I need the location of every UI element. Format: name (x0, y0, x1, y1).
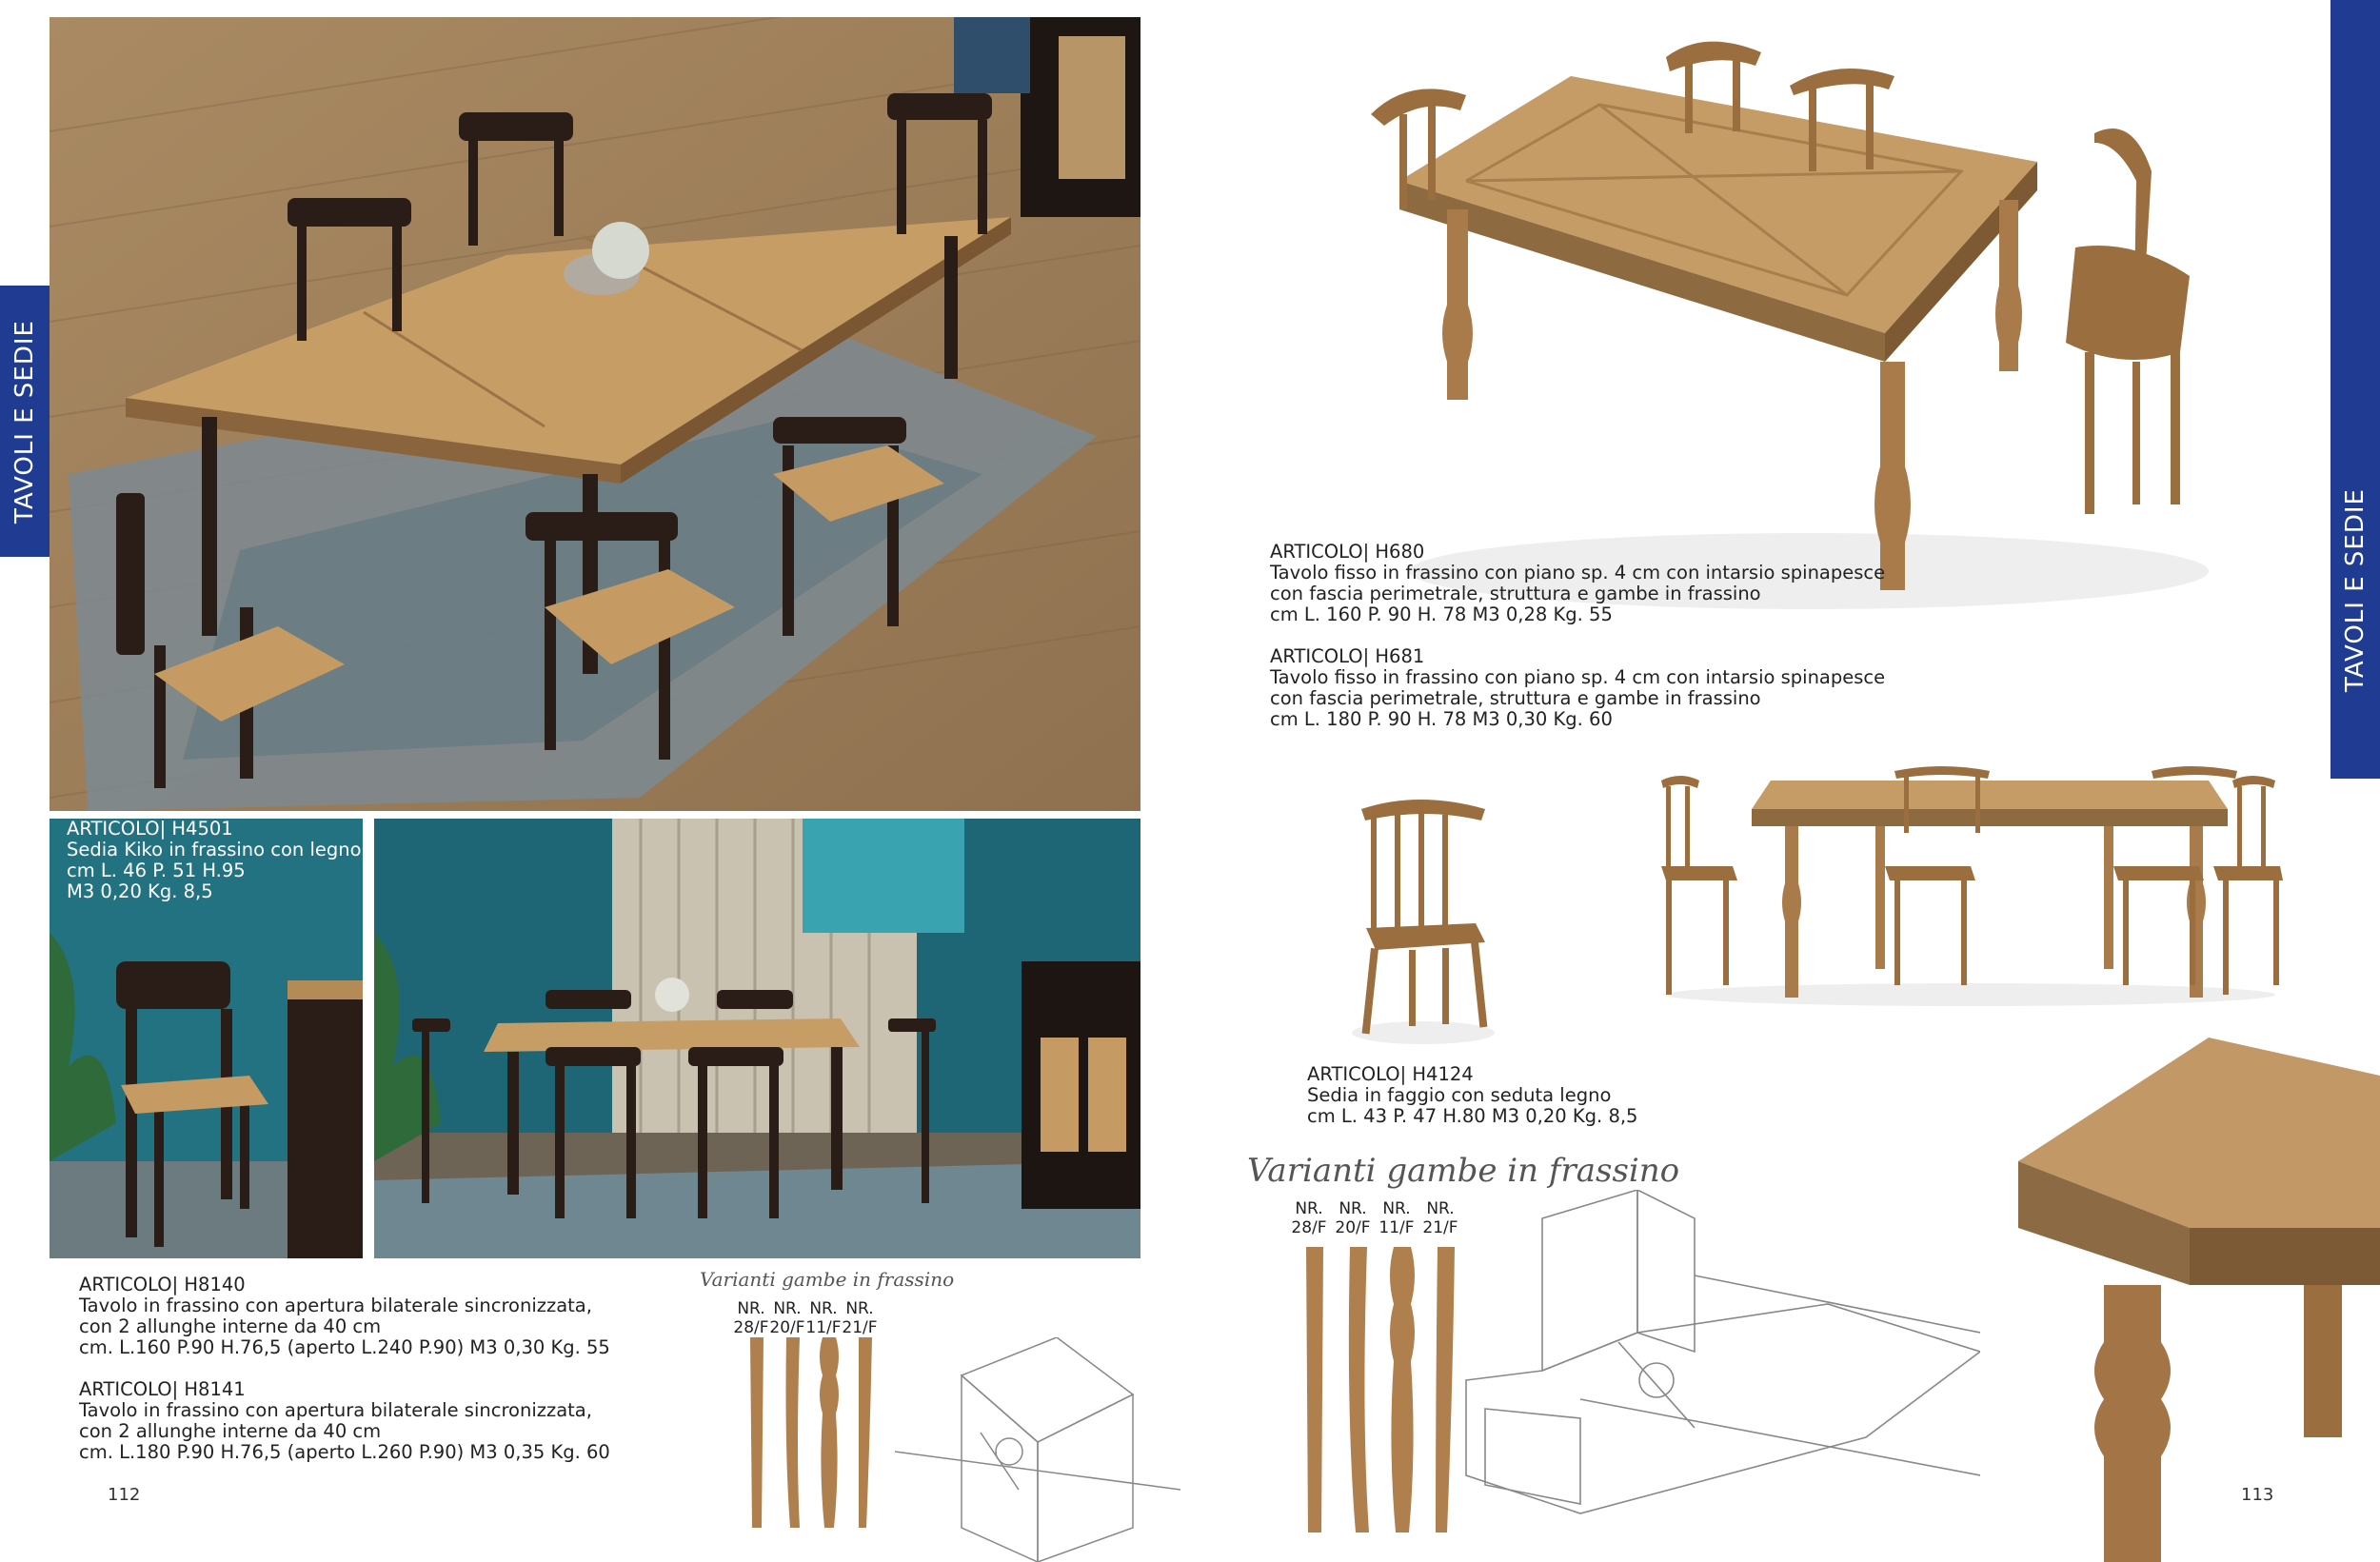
leg-nr: NR. (809, 1299, 838, 1318)
leg-code: 21/F (1422, 1218, 1458, 1237)
article-h4124-text: ARTICOLO| H4124 Sedia in faggio con seduta legno cm L. 43 P. 47 H.80 M3 0,20 Kg. 8,5 (1307, 1063, 1638, 1127)
leg-variants-illustration-small (733, 1337, 1180, 1562)
leg-code: 20/F (769, 1318, 805, 1337)
side-tab-label: TAVOLI E SEDIE (10, 319, 39, 524)
hero-photo-table-h8140 (50, 17, 1140, 811)
page-number-right: 113 (2241, 1485, 2274, 1505)
leg-nr: NR. (737, 1299, 765, 1318)
leg-nr: NR. (1426, 1199, 1455, 1218)
leg-nr: NR. (1339, 1199, 1367, 1218)
leg-code: 28/F (733, 1318, 769, 1337)
photo-table-h680 (1352, 38, 2209, 619)
leg-nr: NR. (773, 1299, 802, 1318)
leg-nr: NR. (1295, 1199, 1323, 1218)
article-h8140-text: ARTICOLO| H8140 Tavolo in frassino con apertura bilaterale sincronizzata, con 2 allunghe interne da 40 cm cm. L.160 P.90 H.76,5 (aperto L.240 P.90) M3 0,30 Kg. 55 (79, 1274, 610, 1358)
side-tab-label: TAVOLI E SEDIE (2341, 488, 2370, 692)
leg-code: 11/F (1378, 1218, 1415, 1237)
leg-code: 21/F (842, 1318, 878, 1337)
photo-dining-room (374, 819, 1140, 1258)
varianti-title-large: Varianti gambe in frassino (1247, 1152, 1680, 1190)
side-tab-left (0, 286, 50, 557)
page-number-left: 112 (108, 1485, 141, 1505)
varianti-title-small: Varianti gambe in frassino (700, 1268, 955, 1291)
leg-nr: NR. (845, 1299, 874, 1318)
side-tab-right-bar (2330, 0, 2380, 779)
photo-chair-h4124 (1342, 790, 1504, 1047)
leg-nr: NR. (1382, 1199, 1411, 1218)
leg-code: 20/F (1335, 1218, 1371, 1237)
article-h8141-text: ARTICOLO| H8141 Tavolo in frassino con apertura bilaterale sincronizzata, con 2 allunghe interne da 40 cm cm. L.180 P.90 H.76,5 (aperto L.260 P.90) M3 0,35 Kg. 60 (79, 1378, 610, 1463)
leg-code: 11/F (805, 1318, 842, 1337)
leg-variant-labels-small (733, 1299, 878, 1337)
article-h681-text: ARTICOLO| H681 Tavolo fisso in frassino con piano sp. 4 cm con intarsio spinapesce con fascia perimetrale, struttura e gambe in frassino cm L. 180 P. 90 H. 78 M3 0,30 Kg. 60 (1270, 645, 1886, 730)
leg-variants-illustration-large (1295, 1190, 1980, 1562)
article-h4501-text: ARTICOLO| H4501 Sedia Kiko in frassino con legno cm L. 46 P. 51 H.95 M3 0,20 Kg. 8,5 (67, 818, 362, 902)
leg-code: 28/F (1291, 1218, 1327, 1237)
article-h680-text: ARTICOLO| H680 Tavolo fisso in frassino con piano sp. 4 cm con intarsio spinapesce con fascia perimetrale, struttura e gambe in frassino cm L. 160 P. 90 H. 78 M3 0,28 Kg. 55 (1270, 541, 1886, 625)
photo-table-h681-with-chairs (1656, 761, 2285, 1009)
photo-table-corner-closeup (2018, 1038, 2380, 1562)
